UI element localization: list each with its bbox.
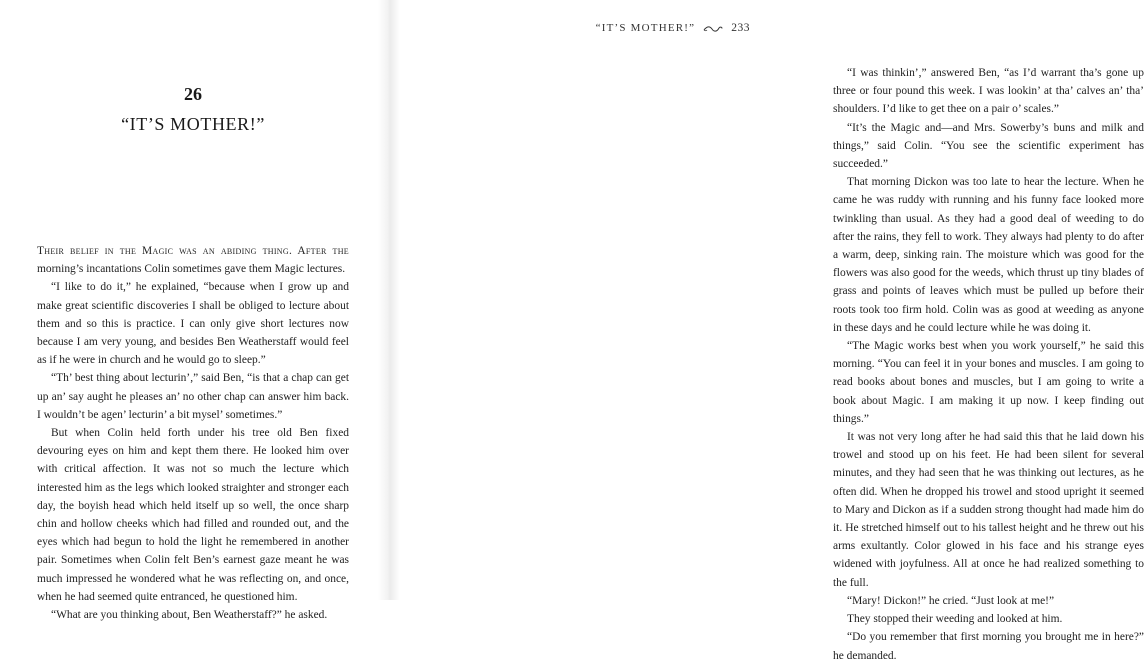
paragraph: It was not very long after he had said this that he laid down his trowel and stood up on his feet. He had been silent for several minutes, and they had seen that he was thinking out lectures, as he often did. When he dropped his trowel and stood upright it seemed to Mary and Dickon as if a sudden strong thought had made him do it. He stretched himself out to his tallest height and he threw out his arms exultantly. Color glowed in his face and his strange eyes widened with joyfulness. All at once he had realized something to the full. [833, 431, 1144, 589]
right-page [392, 0, 1144, 662]
paragraph: “It’s the Magic and—and Mrs. Sowerby’s buns and milk and things,” said Colin. “You see the scientific experiment has succeeded.” [833, 121, 1144, 171]
paragraph: But when Colin held forth under his tree old Ben fixed devouring eyes on him and kept them there. He looked him over with critical affection. It was not so much the lecture which interested him as the legs which looked straighter and stronger each day, the boyish head which held itself up so well, the once sharp chin and hollow cheeks which had filled and rounded out, and the eyes which had begun to hold the light he remembered in another pair. Sometimes when Colin felt Ben’s earnest gaze meant he was much impressed he wondered what he was reflecting on, and once, when he had seemed quite entranced, he questioned him. [37, 427, 349, 603]
opening-rest: morning’s incantations Colin sometimes gave them Magic lectures. [37, 263, 346, 276]
paragraph: “What are you thinking about, Ben Weatherstaff?” he asked. [51, 609, 328, 622]
paragraph: “Th’ best thing about lecturin’,” said Ben, “is that a chap can get up an’ say aught he pleases an’ no other chap can answer him back. I wouldn’t be agen’ lecturin’ a bit mysel’ sometimes.” [37, 372, 349, 421]
opening-paragraph [37, 242, 349, 278]
chapter-title: “IT’S MOTHER!” [121, 114, 265, 134]
paragraph: “I like to do it,” he explained, “because when I grow up and make great scientific discoveries I shall be obliged to lecture about them and so this is practice. I can only give short lectures now because I am very young, and besides Ben Weatherstaff would feel as if he were in church and he would go to sleep.” [37, 281, 349, 367]
left-page [0, 0, 386, 622]
opening-small-caps: Their belief in the Magic was an abiding thing. After the [37, 245, 349, 257]
right-page-body [833, 64, 1144, 665]
paragraph: They stopped their weeding and looked at him. [847, 613, 1063, 626]
left-page-body [37, 242, 349, 624]
paragraph: “I was thinkin’,” answered Ben, “as I’d warrant tha’s gone up three or four pound this week. I was lookin’ at tha’ calves an’ tha’ shoulders. I’d like to get thee on a pair o’ scales.” [833, 67, 1144, 116]
running-head [596, 22, 750, 34]
swash-ornament-icon [703, 24, 723, 32]
paragraph: “The Magic works best when you work yourself,” he said this morning. “You can feel it in your bones and muscles. I am going to read books about bones and muscles, but I am going to write a book about Magic. I am making it up now. I keep finding out things.” [833, 340, 1144, 425]
paragraph: “Mary! Dickon!” he cried. “Just look at me!” [847, 594, 1055, 607]
running-head-title: “IT’S MOTHER!” [595, 22, 696, 34]
page-number: 233 [731, 22, 750, 34]
chapter-number: 26 [184, 84, 202, 104]
paragraph: That morning Dickon was too late to hear the lecture. When he came he was ruddy with running and his funny face looked more twinkling than usual. As they had a good deal of weeding to do after the rains, they fell to work. They always had plenty to do after a warm, deep, sinking rain. The moisture which was good for the flowers was also good for the weeds, which thrust up tiny blades of grass and points of leaves which must be pulled up before their roots took too firm hold. Colin was as good at weeding as anyone in these days and he could lecture while he was doing it. [833, 176, 1144, 334]
paragraph: “Do you remember that first morning you brought me in here?” he demanded. [833, 631, 1144, 662]
